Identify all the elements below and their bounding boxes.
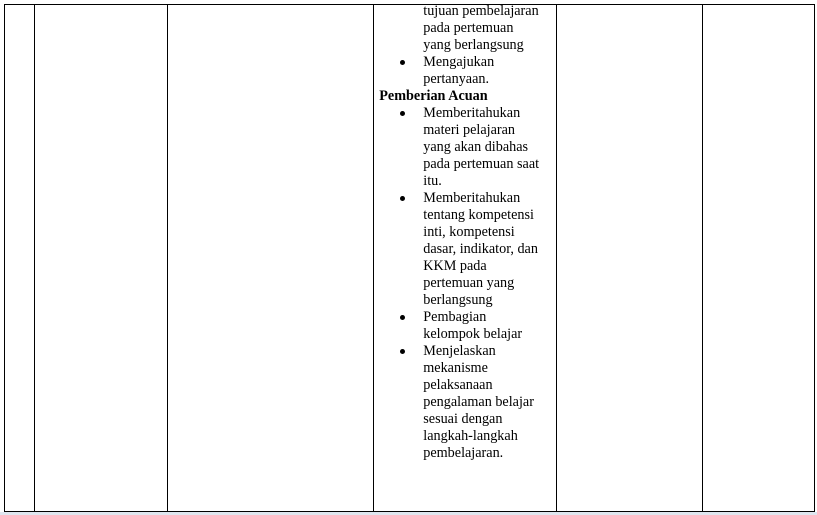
list-item-text: tujuan pembelajaran pada pertemuan yang berlangsung (423, 3, 539, 53)
bullet-icon (400, 349, 405, 354)
table-cell-3 (167, 5, 373, 512)
bullet-icon (400, 315, 405, 320)
table-cell-5 (557, 5, 703, 512)
table-cell-activities (374, 5, 557, 512)
list-item (379, 343, 552, 462)
list-item (379, 105, 552, 190)
section-bullet-list (379, 105, 552, 462)
list-item (379, 190, 552, 309)
table-cell-2 (35, 5, 168, 512)
bullet-icon (400, 196, 405, 201)
list-item (379, 309, 552, 343)
list-item-text: Memberitahukan materi pelajaran yang akan dibahas pada pertemuan saat itu. (423, 105, 540, 189)
list-item (379, 54, 552, 88)
continued-bullet-list (379, 3, 552, 54)
list-item-text: Pembagian kelompok belajar (423, 309, 523, 342)
activities-content (374, 3, 556, 462)
list-item-text: Mengajukan pertanyaan. (423, 54, 495, 87)
list-item-text: Menjelaskan mekanisme pelaksanaan pengalaman belajar sesuai dengan langkah-langkah pembelajaran. (423, 343, 534, 461)
table-row (5, 5, 815, 512)
list-item-text: Memberitahukan tentang kompetensi inti, kompetensi dasar, indikator, dan KKM pada pertemuan yang berlangsung (423, 190, 538, 308)
list-item (379, 3, 552, 54)
table-cell-number (5, 5, 35, 512)
bullet-icon (400, 111, 405, 116)
section-heading: Pemberian Acuan (379, 88, 488, 104)
first-bullet-list (379, 54, 552, 88)
bullet-icon (400, 60, 405, 65)
table-cell-6 (703, 5, 815, 512)
lesson-plan-table (4, 4, 815, 512)
